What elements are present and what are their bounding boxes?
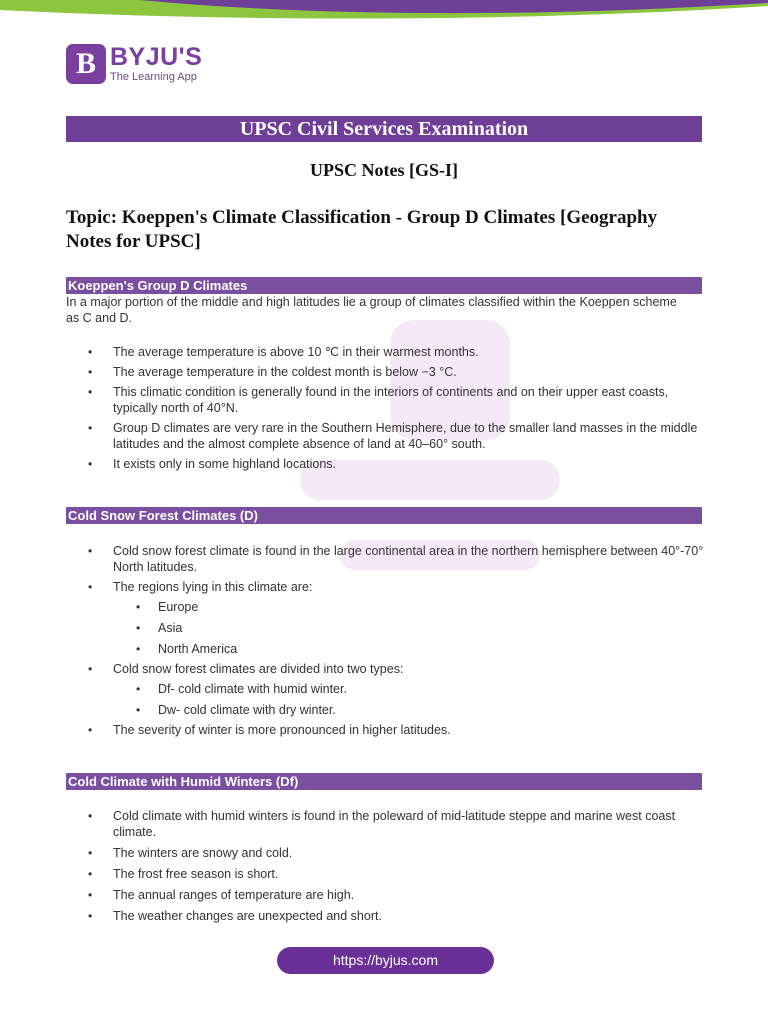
list-item	[66, 661, 706, 718]
logo-badge-icon: B	[66, 44, 106, 84]
sub-list-item: • North America	[113, 641, 706, 657]
sub-list-item: • Dw- cold climate with dry winter.	[113, 702, 706, 718]
section-intro: In a major portion of the middle and high latitudes lie a group of climates classified within the Koeppen scheme as C and D.	[66, 295, 677, 325]
topic-heading: Topic: Koeppen's Climate Classification - Group D Climates [Geography Notes for UPSC]	[66, 207, 658, 252]
sub-list-item: • Df- cold climate with humid winter.	[113, 681, 706, 697]
list-item: • The annual ranges of temperature are high.	[66, 887, 706, 903]
byjus-logo[interactable]	[66, 44, 246, 90]
section-heading-humid-winters: Cold Climate with Humid Winters (Df)	[66, 773, 702, 790]
list-item: • Group D climates are very rare in the Southern Hemisphere, due to the smaller land masses in the middle latitudes and the almost complete absence of land at 40–60° south.	[66, 420, 706, 452]
list-item: • The winters are snowy and cold.	[66, 845, 706, 861]
regions-sublist	[113, 599, 706, 657]
list-item: • Cold snow forest climate is found in the large continental area in the northern hemisphere between 40°-70° North latitudes.	[66, 543, 706, 575]
notes-title: UPSC Notes [GS-I]	[310, 160, 458, 180]
exam-title-bar: UPSC Civil Services Examination	[66, 116, 702, 142]
sub-list-item: • Europe	[113, 599, 706, 615]
types-sublist	[113, 681, 706, 718]
list-item: • The average temperature is above 10 ℃ in their warmest months.	[66, 344, 706, 360]
list-item-text: Cold snow forest climates are divided into two types:	[113, 662, 404, 676]
list-item: • The average temperature in the coldest month is below −3 °C.	[66, 364, 706, 380]
cold-snow-bullet-list	[66, 543, 706, 738]
list-item: • It exists only in some highland locations.	[66, 456, 706, 472]
top-decorative-band	[0, 0, 768, 26]
humid-winters-bullet-list	[66, 808, 706, 924]
logo-tagline: The Learning App	[110, 71, 197, 83]
list-item: • This climatic condition is generally found in the interiors of continents and on their upper east coasts, typically north of 40°N.	[66, 384, 706, 416]
list-item: • Cold climate with humid winters is found in the poleward of mid-latitude steppe and marine west coast climate.	[66, 808, 706, 840]
sub-list-item: • Asia	[113, 620, 706, 636]
logo-wordmark: BYJU'S	[110, 43, 203, 71]
list-item-text: The regions lying in this climate are:	[113, 580, 313, 594]
group-d-bullet-list	[66, 344, 706, 472]
list-item: • The weather changes are unexpected and short.	[66, 908, 706, 924]
section-heading-group-d: Koeppen's Group D Climates	[66, 277, 702, 294]
list-item: • The severity of winter is more pronounced in higher latitudes.	[66, 722, 706, 738]
section-heading-cold-snow-forest: Cold Snow Forest Climates (D)	[66, 507, 702, 524]
list-item	[66, 579, 706, 657]
list-item: • The frost free season is short.	[66, 866, 706, 882]
footer-url-link[interactable]: https://byjus.com	[277, 947, 494, 974]
